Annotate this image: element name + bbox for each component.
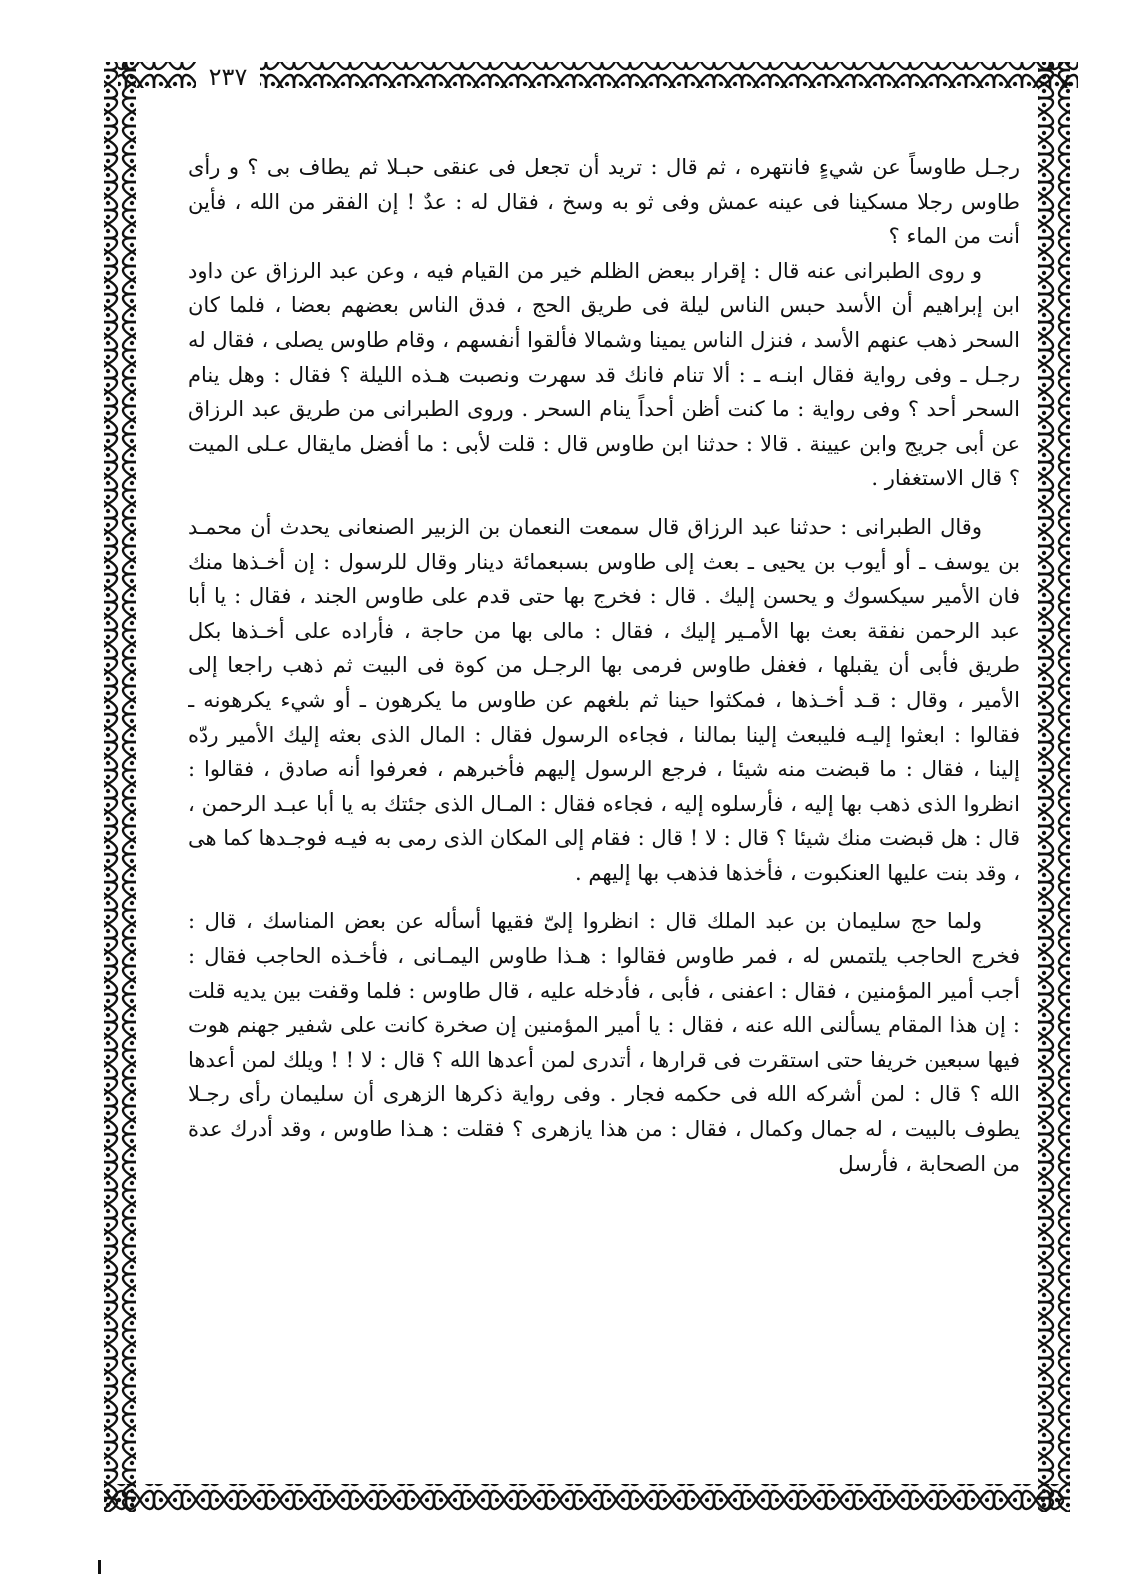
paragraph: وقال الطبرانى : حدثنا عبد الرزاق قال سمعت النعمان بن الزبير الصنعانى يحدث أن محمـد بن يوسف ـ أو أيوب بن يحيى ـ بعث إلى طاوس بسبعمائة دينار وقال للرسول : إن أخـذها منك فان الأمير سيكسوك و يحسن إليك . قال : فخرج بها حتى قدم على طاوس الجند ، فقال : يا أبا عبد الرحمن نفقة بعث بها الأمـير إليك ، فقال : مالى بها من حاجة ، فأراده على أخـذها بكل طريق فأبى أن يقبلها ، فغفل طاوس فرمى بها الرجـل من كوة فى البيت ثم ذهب راجعا إلى الأمير ، وقال : قـد أخـذها ، فمكثوا حينا ثم بلغهم عن طاوس ما يكرهون ـ أو شيء يكرهونه ـ فقالوا : ابعثوا إليـه فليبعث إلينا بمالنا ، فجاءه الرسول فقال : المال الذى بعثه إليك الأمير ردّه إلينا ، فقال : ما قبضت منه شيئا ، فرجع الرسول إليهم فأخبرهم ، فعرفوا أنه صادق ، فقالوا : انظروا الذى ذهب بها إليه ، فأرسلوه إليه ، فجاءه فقال : المـال الذى جئتك به يا أبا عبـد الرحمن ، قال : هل قبضت منك شيئا ؟ قال : لا ! قال : فقام إلى المكان الذى رمى به فيـه فوجـدها كما هى ، وقد بنت عليها العنكبوت ، فأخذها فذهب بها إليهم .: [188, 514, 1020, 885]
page-number: ٢٣٧: [196, 62, 260, 92]
paragraph: و روى الطبرانى عنه قال : إقرار ببعض الظلم خير من القيام فيه ، وعن عبد الرزاق عن داود ابن إبراهيم أن الأسد حبس الناس ليلة فى طريق الحج ، فدق الناس بعضهم بعضا ، فلما كان السحر ذهب عنهم الأسد ، فنزل الناس يمينا وشمالا فألقوا أنفسهم ، وقام طاوس يصلى ، فقال له رجـل ـ وفى رواية فقال ابنـه ـ : ألا تنام فانك قد سهرت ونصبت هـذه الليلة ؟ فقال : وهل ينام السحر أحد ؟ وفى رواية : ما كنت أظن أحداً ينام السحر . وروى الطبرانى من طريق عبد الرزاق عن أبى جريج وابن عيينة . قالا : حدثنا ابن طاوس قال : قلت لأبى : ما أفضل مايقال عـلى الميت ؟ قال الاستغفار .: [188, 258, 1020, 491]
paragraph: ولما حج سليمان بن عبد الملك قال : انظروا إلىّ فقيها أسأله عن بعض المناسك ، قال : فخرج الحاجب يلتمس له ، فمر طاوس فقالوا : هـذا طاوس اليمـانى ، فأخـذه الحاجب فقال : أجب أمير المؤمنين ، فقال : اعفنى ، فأبى ، فأدخله عليه ، قال طاوس : فلما وقفت بين يديه قلت : إن هذا المقام يسألنى الله عنه ، فقال : يا أمير المؤمنين إن صخرة كانت على شفير جهنم هوت فيها سبعين خريفا حتى استقرت فى قرارها ، أتدرى لمن أعدها الله ؟ قال : لا ! ! ويلك لمن أعدها الله ؟ قال : لمن أشركه الله فى حكمه فجار . وفى رواية ذكرها الزهرى أن سليمان رأى رجـلا يطوف بالبيت ، له جمال وكمال ، فقال : من هذا يازهرى ؟ فقلت : هـذا طاوس ، وقد أدرك عدة من الصحابة ، فأرسل: [188, 909, 1020, 1176]
paragraph: رجـل طاوساً عن شيءٍ فانتهره ، ثم قال : تريد أن تجعل فى عنقى حبـلا ثم يطاف بى ؟ و رأى طاوس رجلا مسكينا فى عينه عمش وفى ثو به وسخ ، فقال له : عدٌ ! إن الفقر من الله ، فأين أنت من الماء ؟: [188, 155, 1020, 249]
scan-mark: [98, 1560, 101, 1574]
body-text: [188, 150, 1020, 1470]
